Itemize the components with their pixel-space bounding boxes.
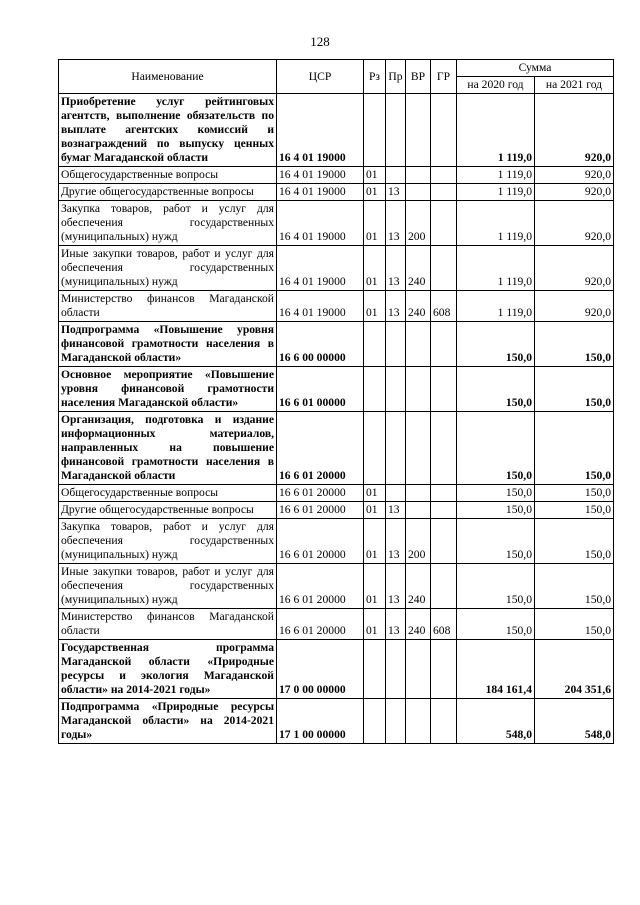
row-csr: 16 6 01 20000 bbox=[277, 519, 364, 564]
row-vr bbox=[406, 412, 431, 485]
table-row bbox=[59, 291, 614, 322]
row-pr: 13 bbox=[386, 564, 406, 609]
table-row bbox=[59, 367, 614, 412]
row-csr: 16 6 01 20000 bbox=[277, 502, 364, 519]
row-gr bbox=[431, 201, 457, 246]
row-gr bbox=[431, 699, 457, 744]
row-vr bbox=[406, 367, 431, 412]
row-sum-2021: 920,0 bbox=[535, 167, 614, 184]
header-gr: ГР bbox=[431, 60, 457, 94]
row-vr: 200 bbox=[406, 201, 431, 246]
table-row bbox=[59, 322, 614, 367]
row-rz: 01 bbox=[364, 564, 386, 609]
row-vr bbox=[406, 167, 431, 184]
row-gr bbox=[431, 485, 457, 502]
row-csr: 16 4 01 19000 bbox=[277, 167, 364, 184]
table-row bbox=[59, 94, 614, 167]
row-sum-2021: 150,0 bbox=[535, 564, 614, 609]
table-row bbox=[59, 640, 614, 699]
row-rz: 01 bbox=[364, 246, 386, 291]
page-number: 128 bbox=[310, 34, 330, 49]
row-csr: 16 4 01 19000 bbox=[277, 201, 364, 246]
row-gr bbox=[431, 502, 457, 519]
row-gr bbox=[431, 640, 457, 699]
row-gr bbox=[431, 322, 457, 367]
row-rz bbox=[364, 94, 386, 167]
table-header bbox=[59, 60, 614, 94]
row-vr: 240 bbox=[406, 564, 431, 609]
header-rz: Рз bbox=[364, 60, 386, 94]
row-vr: 240 bbox=[406, 291, 431, 322]
row-sum-2021: 150,0 bbox=[535, 322, 614, 367]
header-year-2020: на 2020 год bbox=[457, 77, 535, 94]
row-rz: 01 bbox=[364, 184, 386, 201]
row-name: Государственная программа Магаданской области «Природные ресурсы и экология Магаданской области» на 2014-2021 годы» bbox=[59, 640, 277, 699]
table-row bbox=[59, 201, 614, 246]
row-sum-2020: 1 119,0 bbox=[457, 246, 535, 291]
row-sum-2021: 920,0 bbox=[535, 94, 614, 167]
row-csr: 17 1 00 00000 bbox=[277, 699, 364, 744]
row-pr: 13 bbox=[386, 609, 406, 640]
header-sum: Сумма bbox=[457, 60, 614, 77]
row-sum-2021: 150,0 bbox=[535, 485, 614, 502]
row-sum-2020: 548,0 bbox=[457, 699, 535, 744]
budget-table bbox=[58, 59, 614, 744]
header-vr: ВР bbox=[406, 60, 431, 94]
row-rz bbox=[364, 699, 386, 744]
row-sum-2021: 150,0 bbox=[535, 519, 614, 564]
row-csr: 16 6 01 20000 bbox=[277, 564, 364, 609]
table-row bbox=[59, 502, 614, 519]
row-name: Иные закупки товаров, работ и услуг для обеспечения государственных (муниципальных) нужд bbox=[59, 246, 277, 291]
row-csr: 16 4 01 19000 bbox=[277, 184, 364, 201]
row-vr: 240 bbox=[406, 246, 431, 291]
row-vr bbox=[406, 322, 431, 367]
row-rz: 01 bbox=[364, 167, 386, 184]
row-name: Министерство финансов Магаданской области bbox=[59, 291, 277, 322]
row-sum-2020: 1 119,0 bbox=[457, 94, 535, 167]
table-row bbox=[59, 519, 614, 564]
row-csr: 16 6 01 20000 bbox=[277, 412, 364, 485]
row-sum-2021: 150,0 bbox=[535, 412, 614, 485]
row-gr bbox=[431, 94, 457, 167]
row-gr bbox=[431, 367, 457, 412]
row-pr bbox=[386, 699, 406, 744]
row-gr: 608 bbox=[431, 609, 457, 640]
row-name: Министерство финансов Магаданской области bbox=[59, 609, 277, 640]
header-pr: Пр bbox=[386, 60, 406, 94]
row-gr bbox=[431, 519, 457, 564]
table-row bbox=[59, 184, 614, 201]
row-csr: 16 6 01 20000 bbox=[277, 485, 364, 502]
row-sum-2021: 920,0 bbox=[535, 291, 614, 322]
row-sum-2020: 150,0 bbox=[457, 412, 535, 485]
row-sum-2020: 150,0 bbox=[457, 502, 535, 519]
row-sum-2021: 150,0 bbox=[535, 609, 614, 640]
row-sum-2021: 150,0 bbox=[535, 367, 614, 412]
row-name: Другие общегосударственные вопросы bbox=[59, 184, 277, 201]
row-vr bbox=[406, 699, 431, 744]
row-name: Подпрограмма «Повышение уровня финансовой грамотности населения в Магаданской области» bbox=[59, 322, 277, 367]
row-csr: 16 4 01 19000 bbox=[277, 291, 364, 322]
row-rz: 01 bbox=[364, 485, 386, 502]
row-sum-2021: 920,0 bbox=[535, 184, 614, 201]
row-pr: 13 bbox=[386, 201, 406, 246]
row-name: Приобретение услуг рейтинговых агентств, выполнение обязательств по выплате агентских комиссий и вознаграждений по выпуску ценных бумаг Магаданской области bbox=[59, 94, 277, 167]
row-rz: 01 bbox=[364, 609, 386, 640]
row-csr: 16 6 01 00000 bbox=[277, 367, 364, 412]
row-sum-2021: 920,0 bbox=[535, 201, 614, 246]
row-sum-2021: 920,0 bbox=[535, 246, 614, 291]
header-name: Наименование bbox=[59, 60, 277, 94]
row-name: Иные закупки товаров, работ и услуг для обеспечения государственных (муниципальных) нужд bbox=[59, 564, 277, 609]
row-pr bbox=[386, 322, 406, 367]
header-csr: ЦСР bbox=[277, 60, 364, 94]
row-sum-2020: 150,0 bbox=[457, 564, 535, 609]
table-row bbox=[59, 412, 614, 485]
row-name: Другие общегосударственные вопросы bbox=[59, 502, 277, 519]
row-vr: 240 bbox=[406, 609, 431, 640]
row-sum-2020: 1 119,0 bbox=[457, 201, 535, 246]
table-body bbox=[59, 94, 614, 744]
row-sum-2021: 548,0 bbox=[535, 699, 614, 744]
row-name: Подпрограмма «Природные ресурсы Магаданской области» на 2014-2021 годы» bbox=[59, 699, 277, 744]
row-pr bbox=[386, 485, 406, 502]
row-rz bbox=[364, 322, 386, 367]
row-name: Основное мероприятие «Повышение уровня финансовой грамотности населения Магаданской области» bbox=[59, 367, 277, 412]
row-sum-2020: 150,0 bbox=[457, 609, 535, 640]
row-pr bbox=[386, 94, 406, 167]
row-pr bbox=[386, 167, 406, 184]
row-name: Общегосударственные вопросы bbox=[59, 485, 277, 502]
table-row bbox=[59, 246, 614, 291]
row-sum-2020: 150,0 bbox=[457, 519, 535, 564]
row-sum-2020: 1 119,0 bbox=[457, 291, 535, 322]
row-rz: 01 bbox=[364, 519, 386, 564]
row-vr bbox=[406, 184, 431, 201]
row-sum-2020: 184 161,4 bbox=[457, 640, 535, 699]
row-pr: 13 bbox=[386, 519, 406, 564]
row-rz bbox=[364, 367, 386, 412]
row-sum-2020: 150,0 bbox=[457, 322, 535, 367]
row-csr: 16 4 01 19000 bbox=[277, 246, 364, 291]
row-gr bbox=[431, 246, 457, 291]
row-rz bbox=[364, 640, 386, 699]
row-vr bbox=[406, 485, 431, 502]
row-name: Общегосударственные вопросы bbox=[59, 167, 277, 184]
row-sum-2020: 150,0 bbox=[457, 485, 535, 502]
row-vr bbox=[406, 640, 431, 699]
row-pr: 13 bbox=[386, 246, 406, 291]
row-gr bbox=[431, 184, 457, 201]
row-vr bbox=[406, 502, 431, 519]
row-sum-2020: 1 119,0 bbox=[457, 184, 535, 201]
row-csr: 16 6 01 20000 bbox=[277, 609, 364, 640]
row-sum-2020: 150,0 bbox=[457, 367, 535, 412]
header-year-2021: на 2021 год bbox=[535, 77, 614, 94]
row-pr bbox=[386, 367, 406, 412]
row-pr: 13 bbox=[386, 291, 406, 322]
table-row bbox=[59, 167, 614, 184]
row-gr bbox=[431, 564, 457, 609]
row-csr: 16 4 01 19000 bbox=[277, 94, 364, 167]
row-sum-2021: 204 351,6 bbox=[535, 640, 614, 699]
row-pr: 13 bbox=[386, 502, 406, 519]
row-pr bbox=[386, 412, 406, 485]
row-name: Закупка товаров, работ и услуг для обеспечения государственных (муниципальных) нужд bbox=[59, 519, 277, 564]
row-rz: 01 bbox=[364, 201, 386, 246]
row-sum-2020: 1 119,0 bbox=[457, 167, 535, 184]
row-rz: 01 bbox=[364, 291, 386, 322]
row-csr: 17 0 00 00000 bbox=[277, 640, 364, 699]
row-gr: 608 bbox=[431, 291, 457, 322]
row-gr bbox=[431, 167, 457, 184]
table-row bbox=[59, 485, 614, 502]
row-gr bbox=[431, 412, 457, 485]
table-row bbox=[59, 609, 614, 640]
row-pr: 13 bbox=[386, 184, 406, 201]
row-rz bbox=[364, 412, 386, 485]
row-vr bbox=[406, 94, 431, 167]
row-name: Закупка товаров, работ и услуг для обеспечения государственных (муниципальных) нужд bbox=[59, 201, 277, 246]
row-pr bbox=[386, 640, 406, 699]
row-vr: 200 bbox=[406, 519, 431, 564]
row-sum-2021: 150,0 bbox=[535, 502, 614, 519]
row-name: Организация, подготовка и издание информационных материалов, направленных на повышение финансовой грамотности населения в Магаданской области bbox=[59, 412, 277, 485]
row-rz: 01 bbox=[364, 502, 386, 519]
table-row bbox=[59, 699, 614, 744]
table-row bbox=[59, 564, 614, 609]
row-csr: 16 6 00 00000 bbox=[277, 322, 364, 367]
